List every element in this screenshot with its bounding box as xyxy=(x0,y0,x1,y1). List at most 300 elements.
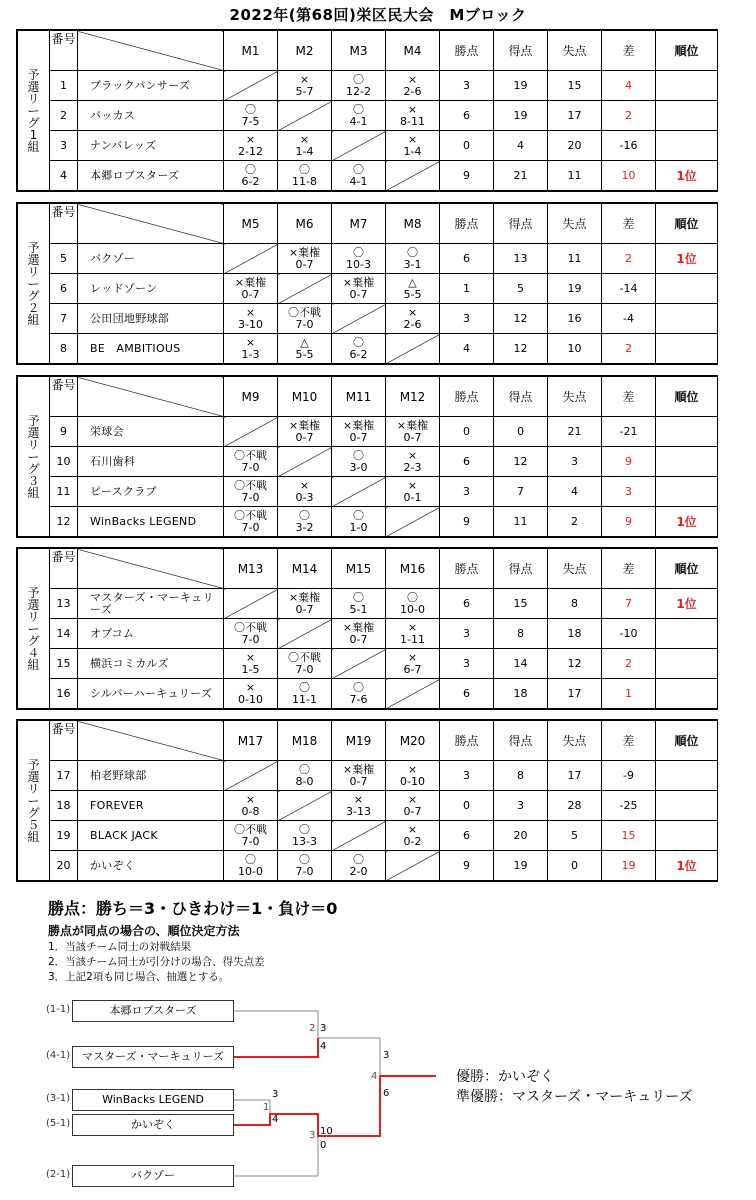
tie-rule-title: 勝点が同点の場合の、順位決定方法 xyxy=(48,924,240,938)
team-goals-for: 12 xyxy=(494,334,548,364)
result-score: 5-5 xyxy=(403,287,422,301)
result-mark: 〇 xyxy=(353,680,364,694)
result-score: 8-11 xyxy=(400,114,425,128)
col-header-goals-for: 得点 xyxy=(494,31,548,71)
match-result-cell xyxy=(224,304,278,334)
result-mark: 〇 xyxy=(407,590,418,604)
result-mark: × xyxy=(245,305,256,319)
league-table xyxy=(16,719,718,882)
team-difference: 2 xyxy=(602,101,656,131)
team-rank: 1位 xyxy=(656,161,718,191)
team-difference: 9 xyxy=(602,447,656,477)
match-result-cell xyxy=(278,477,332,507)
league-table xyxy=(16,375,718,538)
team-goals-for: 14 xyxy=(494,649,548,679)
result-mark: 〇不戦 xyxy=(288,305,321,319)
team-name: オブコム xyxy=(78,619,224,649)
match-result-cell xyxy=(386,791,440,821)
result-score: 0-7 xyxy=(295,430,314,444)
team-goals-for: 15 xyxy=(494,589,548,619)
team-goals-against: 20 xyxy=(548,131,602,161)
col-header-rank: 順位 xyxy=(656,549,718,589)
col-header-match: M9 xyxy=(224,377,278,417)
result-score: 0-7 xyxy=(349,774,368,788)
league-label xyxy=(18,377,50,537)
result-mark: 〇不戦 xyxy=(234,478,267,492)
match-result-cell xyxy=(332,619,386,649)
col-header-match: M5 xyxy=(224,204,278,244)
team-rank: 1位 xyxy=(656,589,718,619)
result-score: 0-8 xyxy=(241,804,260,818)
result-mark: 〇 xyxy=(353,102,364,116)
col-header-points: 勝点 xyxy=(440,721,494,761)
result-score: 0-10 xyxy=(238,692,263,706)
team-goals-for: 12 xyxy=(494,447,548,477)
result-mark: 〇不戦 xyxy=(234,508,267,522)
result-score: 7-5 xyxy=(241,114,260,128)
col-header-points: 勝点 xyxy=(440,204,494,244)
result-mark: × xyxy=(299,478,310,492)
table-row xyxy=(18,761,718,791)
match-result-cell xyxy=(224,477,278,507)
result-mark: × xyxy=(407,762,418,776)
col-header-rank: 順位 xyxy=(656,721,718,761)
team-points: 3 xyxy=(440,71,494,101)
result-score: 1-3 xyxy=(241,347,260,361)
team-goals-against: 17 xyxy=(548,101,602,131)
result-mark: 〇 xyxy=(353,448,364,462)
result-score: 1-4 xyxy=(295,144,314,158)
result-score: 7-0 xyxy=(295,317,314,331)
result-mark: × xyxy=(407,72,418,86)
team-goals-against: 2 xyxy=(548,507,602,537)
team-goals-against: 11 xyxy=(548,161,602,191)
col-header-goals-against: 失点 xyxy=(548,721,602,761)
team-rank xyxy=(656,304,718,334)
result-score: 0-7 xyxy=(349,287,368,301)
result-mark: × xyxy=(407,305,418,319)
bracket-score: 4 xyxy=(272,1114,279,1125)
bracket-team: 本郷ロブスターズ xyxy=(72,1000,234,1022)
bracket-score: 3 xyxy=(383,1050,390,1061)
col-header-match: M2 xyxy=(278,31,332,71)
team-goals-against: 16 xyxy=(548,304,602,334)
team-goals-for: 7 xyxy=(494,477,548,507)
table-row xyxy=(18,101,718,131)
team-points: 4 xyxy=(440,334,494,364)
match-result-cell xyxy=(224,821,278,851)
result-mark: ×棄権 xyxy=(288,418,321,432)
col-header-match: M7 xyxy=(332,204,386,244)
match-result-cell xyxy=(224,274,278,304)
self-match-cell xyxy=(332,821,386,851)
result-score: 7-0 xyxy=(295,864,314,878)
team-name: 横浜コミカルズ xyxy=(78,649,224,679)
self-match-cell xyxy=(332,649,386,679)
team-goals-against: 3 xyxy=(548,447,602,477)
result-score: 6-7 xyxy=(403,662,422,676)
team-goals-for: 3 xyxy=(494,791,548,821)
match-result-cell xyxy=(278,507,332,537)
team-rank xyxy=(656,619,718,649)
col-header-match: M11 xyxy=(332,377,386,417)
col-header-points: 勝点 xyxy=(440,377,494,417)
result-score: 2-12 xyxy=(238,144,263,158)
result-mark: × xyxy=(245,792,256,806)
team-number: 1 xyxy=(50,71,78,101)
col-header-match: M4 xyxy=(386,31,440,71)
match-result-cell xyxy=(278,761,332,791)
result-score: 6-2 xyxy=(241,174,260,188)
team-difference: -10 xyxy=(602,619,656,649)
team-number: 2 xyxy=(50,101,78,131)
team-points: 6 xyxy=(440,589,494,619)
result-score: 13-3 xyxy=(292,834,317,848)
self-match-cell xyxy=(224,71,278,101)
col-header-goals-for: 得点 xyxy=(494,377,548,417)
match-result-cell xyxy=(224,679,278,709)
result-mark: 〇 xyxy=(353,852,364,866)
result-mark: × xyxy=(407,132,418,146)
runner-up-line: 準優勝：マスターズ・マーキュリーズ xyxy=(456,1089,693,1105)
result-score: 7-6 xyxy=(349,692,368,706)
team-number: 19 xyxy=(50,821,78,851)
team-rank: 1位 xyxy=(656,507,718,537)
result-mark: ×棄権 xyxy=(288,590,321,604)
team-rank xyxy=(656,131,718,161)
result-mark: 〇 xyxy=(353,245,364,259)
result-score: 3-13 xyxy=(346,804,371,818)
result-mark: 〇 xyxy=(299,508,310,522)
table-row xyxy=(18,791,718,821)
league-grid xyxy=(17,720,718,881)
col-header-difference: 差 xyxy=(602,377,656,417)
bracket-match-number: 4 xyxy=(371,1071,378,1082)
header-diagonal xyxy=(78,31,224,71)
self-match-cell xyxy=(278,619,332,649)
league-label-text: 予選リーグ３組 xyxy=(27,413,40,500)
team-goals-against: 10 xyxy=(548,334,602,364)
match-result-cell xyxy=(278,161,332,191)
team-goals-for: 12 xyxy=(494,304,548,334)
col-header-match: M3 xyxy=(332,31,386,71)
match-result-cell xyxy=(278,244,332,274)
table-row xyxy=(18,477,718,507)
league-header-row xyxy=(18,721,718,761)
col-header-match: M13 xyxy=(224,549,278,589)
result-score: 2-0 xyxy=(349,864,368,878)
col-header-match: M12 xyxy=(386,377,440,417)
match-result-cell xyxy=(224,851,278,881)
result-score: 1-5 xyxy=(241,662,260,676)
match-result-cell xyxy=(278,821,332,851)
result-score: 7-0 xyxy=(241,460,260,474)
team-name: WinBacks LEGEND xyxy=(78,507,224,537)
self-match-cell xyxy=(224,761,278,791)
result-mark: ×棄権 xyxy=(396,418,429,432)
col-header-goals-for: 得点 xyxy=(494,549,548,589)
self-match-cell xyxy=(224,417,278,447)
bracket-team: バクゾー xyxy=(72,1165,234,1187)
team-points: 3 xyxy=(440,304,494,334)
team-name: 柏老野球部 xyxy=(78,761,224,791)
result-score: 0-7 xyxy=(349,632,368,646)
team-name: ブラックパンサーズ xyxy=(78,71,224,101)
result-score: 5-7 xyxy=(295,84,314,98)
col-header-rank: 順位 xyxy=(656,204,718,244)
match-result-cell xyxy=(224,619,278,649)
page-title: 2022年(第68回)栄区民大会 Mブロック xyxy=(229,6,527,24)
self-match-cell xyxy=(386,334,440,364)
bracket-match-number: 2 xyxy=(309,1023,316,1034)
team-name: FOREVER xyxy=(78,791,224,821)
match-result-cell xyxy=(332,447,386,477)
self-match-cell xyxy=(332,477,386,507)
team-rank xyxy=(656,761,718,791)
result-mark: ×棄権 xyxy=(342,275,375,289)
result-mark: × xyxy=(407,102,418,116)
col-header-difference: 差 xyxy=(602,31,656,71)
team-difference: 3 xyxy=(602,477,656,507)
team-difference: 1 xyxy=(602,679,656,709)
match-result-cell xyxy=(278,649,332,679)
result-score: 0-7 xyxy=(295,602,314,616)
team-goals-for: 20 xyxy=(494,821,548,851)
table-row xyxy=(18,821,718,851)
team-points: 3 xyxy=(440,761,494,791)
team-number: 14 xyxy=(50,619,78,649)
team-rank xyxy=(656,101,718,131)
team-goals-for: 8 xyxy=(494,619,548,649)
team-points: 6 xyxy=(440,821,494,851)
team-difference: -25 xyxy=(602,791,656,821)
self-match-cell xyxy=(278,101,332,131)
result-mark: 〇 xyxy=(299,162,310,176)
match-result-cell xyxy=(278,304,332,334)
bracket-score: 6 xyxy=(383,1088,390,1099)
match-result-cell xyxy=(332,101,386,131)
match-result-cell xyxy=(224,131,278,161)
match-result-cell xyxy=(332,417,386,447)
team-difference: 15 xyxy=(602,821,656,851)
team-name: レッドゾーン xyxy=(78,274,224,304)
team-goals-against: 28 xyxy=(548,791,602,821)
team-difference: 2 xyxy=(602,649,656,679)
match-result-cell xyxy=(386,589,440,619)
table-row xyxy=(18,131,718,161)
team-difference: -16 xyxy=(602,131,656,161)
bracket-score: 3 xyxy=(320,1023,327,1034)
team-points: 3 xyxy=(440,619,494,649)
team-rank xyxy=(656,274,718,304)
result-mark: 〇不戦 xyxy=(234,448,267,462)
bracket-team: マスターズ・マーキュリーズ xyxy=(72,1046,234,1068)
tie-rule-line: 1．当該チーム同士の対戦結果 xyxy=(48,941,192,953)
match-result-cell xyxy=(386,274,440,304)
result-score: 11-1 xyxy=(292,692,317,706)
match-result-cell xyxy=(332,244,386,274)
result-score: 4-1 xyxy=(349,174,368,188)
result-mark: × xyxy=(407,792,418,806)
team-goals-for: 0 xyxy=(494,417,548,447)
result-mark: △ xyxy=(300,335,309,349)
bracket-match-number: 3 xyxy=(309,1130,316,1141)
result-score: 11-8 xyxy=(292,174,317,188)
result-mark: × xyxy=(245,650,256,664)
result-mark: 〇 xyxy=(299,852,310,866)
league-grid xyxy=(17,376,718,537)
result-mark: × xyxy=(407,822,418,836)
col-header-goals-against: 失点 xyxy=(548,31,602,71)
col-header-goals-against: 失点 xyxy=(548,204,602,244)
result-mark: 〇 xyxy=(353,335,364,349)
table-row xyxy=(18,71,718,101)
bracket-score: 3 xyxy=(272,1089,279,1100)
result-mark: × xyxy=(299,72,310,86)
team-difference: 4 xyxy=(602,71,656,101)
result-mark: 〇 xyxy=(299,680,310,694)
team-goals-against: 12 xyxy=(548,649,602,679)
team-points: 3 xyxy=(440,649,494,679)
team-points: 6 xyxy=(440,447,494,477)
match-result-cell xyxy=(332,679,386,709)
team-goals-against: 21 xyxy=(548,417,602,447)
match-result-cell xyxy=(386,761,440,791)
team-difference: 10 xyxy=(602,161,656,191)
self-match-cell xyxy=(278,791,332,821)
result-score: 7-0 xyxy=(241,490,260,504)
self-match-cell xyxy=(386,507,440,537)
col-header-match: M18 xyxy=(278,721,332,761)
team-goals-for: 4 xyxy=(494,131,548,161)
result-mark: × xyxy=(407,650,418,664)
league-grid xyxy=(17,30,718,191)
team-number: 20 xyxy=(50,851,78,881)
team-rank xyxy=(656,417,718,447)
result-score: 1-11 xyxy=(400,632,425,646)
self-match-cell xyxy=(386,851,440,881)
result-score: 3-1 xyxy=(403,257,422,271)
result-score: 12-2 xyxy=(346,84,371,98)
result-mark: 〇 xyxy=(245,102,256,116)
team-number: 4 xyxy=(50,161,78,191)
match-result-cell xyxy=(332,791,386,821)
match-result-cell xyxy=(278,131,332,161)
table-row xyxy=(18,507,718,537)
team-number: 13 xyxy=(50,589,78,619)
result-mark: × xyxy=(245,680,256,694)
match-result-cell xyxy=(332,161,386,191)
league-label-text: 予選リーグ２組 xyxy=(27,240,40,327)
league-label-text: 予選リーグ４組 xyxy=(27,585,40,672)
col-header-rank: 順位 xyxy=(656,377,718,417)
team-difference: -9 xyxy=(602,761,656,791)
team-number: 17 xyxy=(50,761,78,791)
match-result-cell xyxy=(332,851,386,881)
header-diagonal xyxy=(78,549,224,589)
team-number: 16 xyxy=(50,679,78,709)
match-result-cell xyxy=(278,589,332,619)
result-score: 8-0 xyxy=(295,774,314,788)
result-score: 4-1 xyxy=(349,114,368,128)
team-rank: 1位 xyxy=(656,851,718,881)
team-difference: 7 xyxy=(602,589,656,619)
self-match-cell xyxy=(224,589,278,619)
league-table xyxy=(16,202,718,365)
col-header-difference: 差 xyxy=(602,721,656,761)
team-points: 9 xyxy=(440,161,494,191)
match-result-cell xyxy=(278,417,332,447)
col-header-match: M14 xyxy=(278,549,332,589)
match-result-cell xyxy=(332,71,386,101)
result-score: 0-7 xyxy=(295,257,314,271)
team-rank xyxy=(656,71,718,101)
header-diagonal xyxy=(78,204,224,244)
team-goals-against: 11 xyxy=(548,244,602,274)
team-goals-against: 4 xyxy=(548,477,602,507)
team-goals-against: 0 xyxy=(548,851,602,881)
match-result-cell xyxy=(224,649,278,679)
team-name: シルバーハーキュリーズ xyxy=(78,679,224,709)
table-row xyxy=(18,244,718,274)
team-points: 0 xyxy=(440,791,494,821)
col-header-number: 番号 xyxy=(50,31,78,71)
team-rank xyxy=(656,334,718,364)
team-name: かいぞく xyxy=(78,851,224,881)
team-difference: -4 xyxy=(602,304,656,334)
match-result-cell xyxy=(386,417,440,447)
league-header-row xyxy=(18,549,718,589)
result-score: 0-3 xyxy=(295,490,314,504)
team-goals-against: 19 xyxy=(548,274,602,304)
result-mark: ×棄権 xyxy=(342,620,375,634)
result-mark: 〇 xyxy=(353,162,364,176)
team-number: 8 xyxy=(50,334,78,364)
team-goals-for: 13 xyxy=(494,244,548,274)
table-row xyxy=(18,274,718,304)
result-score: 7-0 xyxy=(295,662,314,676)
match-result-cell xyxy=(332,274,386,304)
col-header-difference: 差 xyxy=(602,204,656,244)
bracket-seed: (1-1) xyxy=(46,1004,71,1015)
col-header-goals-against: 失点 xyxy=(548,549,602,589)
col-header-match: M10 xyxy=(278,377,332,417)
team-name: 石川歯科 xyxy=(78,447,224,477)
result-mark: × xyxy=(407,620,418,634)
match-result-cell xyxy=(332,507,386,537)
bracket-team: かいぞく xyxy=(72,1114,234,1136)
self-match-cell xyxy=(224,244,278,274)
tie-rule-line: 2．当該チーム同士が引分けの場合、得失点差 xyxy=(48,956,265,968)
team-difference: 2 xyxy=(602,244,656,274)
team-goals-against: 17 xyxy=(548,761,602,791)
league-header-row xyxy=(18,31,718,71)
team-goals-against: 15 xyxy=(548,71,602,101)
result-score: 10-0 xyxy=(400,602,425,616)
team-difference: -14 xyxy=(602,274,656,304)
league-grid xyxy=(17,203,718,364)
match-result-cell xyxy=(224,447,278,477)
self-match-cell xyxy=(386,161,440,191)
team-goals-for: 18 xyxy=(494,679,548,709)
result-mark: × xyxy=(299,132,310,146)
result-mark: ×棄権 xyxy=(288,245,321,259)
match-result-cell xyxy=(224,334,278,364)
league-label xyxy=(18,549,50,709)
result-score: 1-4 xyxy=(403,144,422,158)
tie-rule-line: 3．上記2項も同じ場合、抽選とする。 xyxy=(48,971,230,983)
col-header-points: 勝点 xyxy=(440,549,494,589)
